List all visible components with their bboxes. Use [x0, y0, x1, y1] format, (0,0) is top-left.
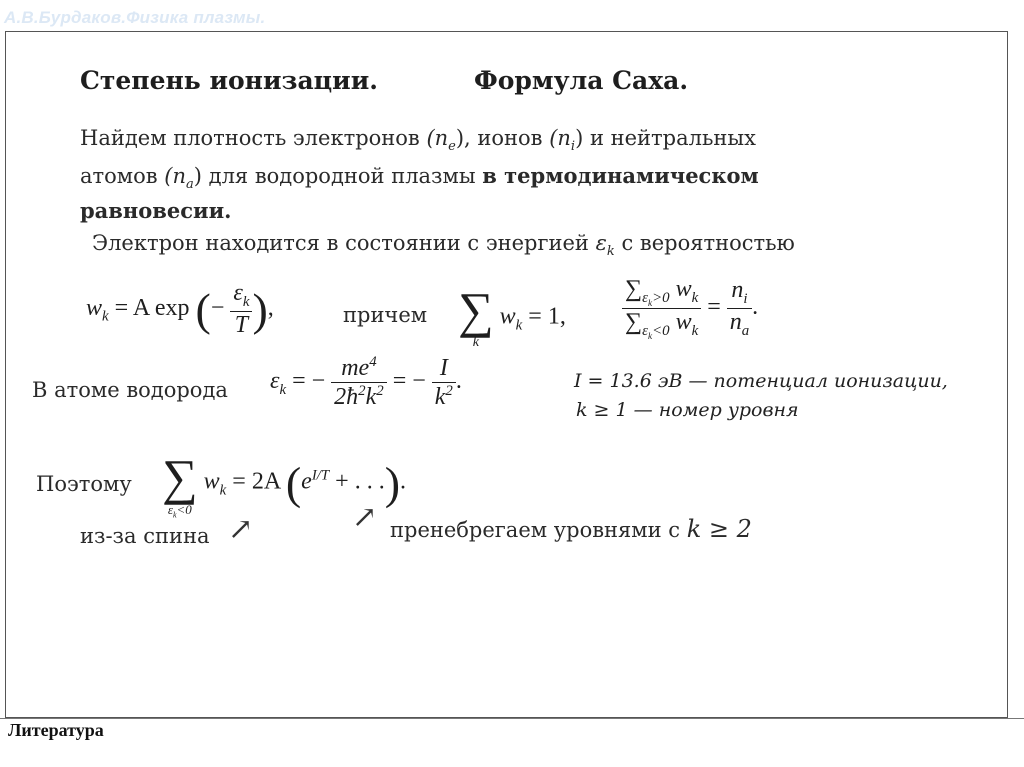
therefore-label: Поэтому: [36, 472, 132, 496]
ratio-formula: $\frac{\sum_{\varepsilon_k>0} w_k}{\sum_{\varepsilon_k<0} w_k}$ = $\frac{n_i}{n_a}$ .: [622, 276, 758, 341]
hydrogen-energy-formula: $\varepsilon_k$ = − $\frac{me^4}{2ħ^2k^2}$ = − $\frac{I}{k^2}$ .: [270, 354, 462, 410]
density-ratio: $\frac{n_i}{n_a}$: [727, 277, 752, 340]
paragraph-text: Найдем плотность электронов: [80, 126, 420, 150]
literature-link[interactable]: Литература: [8, 720, 104, 740]
probability-formula: $w_k = A$ exp (− $\frac{\varepsilon_k}{T}$ ),: [86, 280, 274, 338]
ni-symbol: ($n_i$: [549, 126, 576, 155]
slide-heading-saha: Формула Саха.: [474, 66, 689, 95]
paragraph-line-3: равновесии.: [80, 198, 232, 223]
electron-text: Электрон находится в состоянии с энергией: [92, 231, 589, 255]
sum-ratio: $\frac{\sum_{\varepsilon_k>0} w_k}{\sum_{\varepsilon_k<0} w_k}$: [622, 276, 701, 341]
ne-close: ), ионов: [455, 126, 543, 150]
prichem-text: причем: [343, 303, 428, 327]
slide-heading: Степень ионизации.: [80, 66, 378, 95]
partition-sum-formula: ∑ $\varepsilon_k<0$ $w_k = 2A$ ($e^{I/T}$ + . . .).: [162, 449, 407, 520]
sum-symbol: ∑: [458, 282, 494, 338]
eps-k-symbol: $\varepsilon_k$: [595, 231, 615, 260]
paragraph-text: атомов: [80, 164, 158, 188]
na-symbol: ($n_a$: [164, 164, 194, 193]
eps-over-T: $\frac{\varepsilon_k}{T}$: [230, 280, 252, 339]
header-title: А.В.Бурдаков.Физика плазмы.: [4, 8, 266, 27]
sum-symbol: ∑: [162, 449, 198, 505]
neglect-note: пренебрегаем уровнями с k ≥ 2: [390, 515, 752, 543]
arrow-up-right-icon: ↗: [228, 512, 254, 547]
spin-note: из-за спина: [80, 524, 210, 548]
arrow-up-right-icon-2: ↗: [352, 500, 378, 535]
paragraph-line-2: [80, 163, 759, 192]
ni-close: ) и нейтральных: [575, 126, 756, 150]
ne-symbol: ($n_e$: [426, 126, 456, 155]
electron-text-end: с вероятностью: [621, 231, 795, 255]
bold-phrase: в термодинамическом: [482, 163, 759, 188]
ionization-note: I = 13.6 эВ — потенциал ионизации,: [574, 370, 948, 392]
na-close: ) для водородной плазмы: [193, 164, 476, 188]
level-note: k ≥ 1 — номер уровня: [576, 399, 799, 421]
footer-divider: [0, 718, 1024, 719]
hydrogen-label: В атоме водорода: [32, 378, 228, 402]
paragraph-line-1: [80, 126, 756, 154]
electron-line: [92, 231, 795, 259]
normalization-sum: ∑ k $w_k = 1$,: [458, 282, 566, 350]
